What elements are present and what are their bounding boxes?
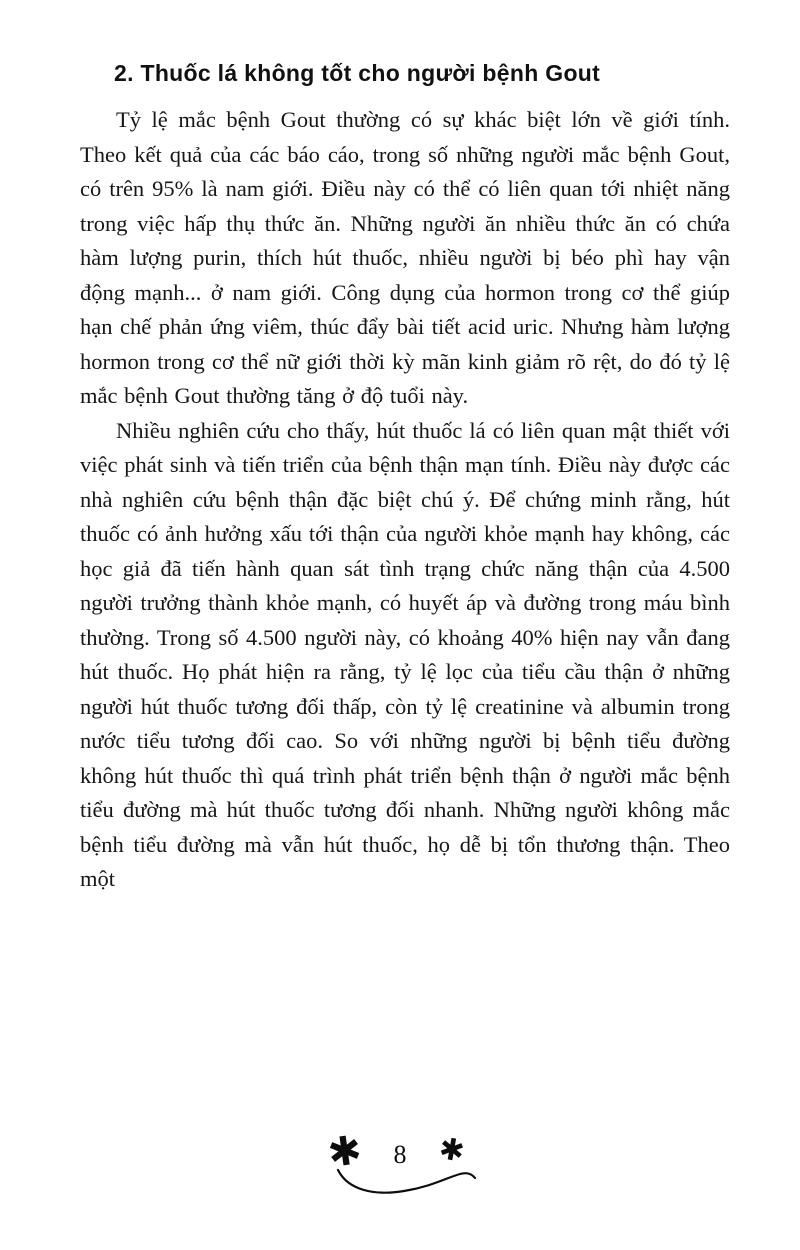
paragraph: Tỷ lệ mắc bệnh Gout thường có sự khác biệt lớn về giới tính. Theo kết quả của các báo cáo, trong số những người mắc bệnh Gout, có trên 95% là nam giới. Điều này có thể có liên quan tới nhiệt năng trong việc hấp thụ thức ăn. Những người ăn nhiều thức ăn có chứa hàm lượng purin, thích hút thuốc, nhiều người bị béo phì hay vận động mạnh... ở nam giới. Công dụng của hormon trong cơ thể giúp hạn chế phản ứng viêm, thúc đẩy bài tiết acid uric. Nhưng hàm lượng hormon trong cơ thể nữ giới thời kỳ mãn kinh giảm rõ rệt, do đó tỷ lệ mắc bệnh Gout thường tăng ở độ tuổi này.	[80, 107, 730, 408]
page-number: 8	[393, 1140, 407, 1169]
paragraph: Nhiều nghiên cứu cho thấy, hút thuốc lá có liên quan mật thiết với việc phát sinh và tiến triển của bệnh thận mạn tính. Điều này được các nhà nghiên cứu bệnh thận đặc biệt chú ý. Để chứng minh rằng, hút thuốc có ảnh hưởng xấu tới thận của người khỏe mạnh hay không, các học giả đã tiến hành quan sát tình trạng chức năng thận của 4.500 người trưởng thành khỏe mạnh, có huyết áp và đường trong máu bình thường. Trong số 4.500 người này, có khoảng 40% hiện nay vẫn đang hút thuốc. Họ phát hiện ra rằng, tỷ lệ lọc của tiểu cầu thận ở những người hút thuốc tương đối thấp, còn tỷ lệ creatinine và albumin trong nước tiểu tương đối cao. So với những người bị bệnh tiểu đường không hút thuốc thì quá trình phát triển bệnh thận ở người mắc bệnh tiểu đường mà hút thuốc tương đối nhanh. Những người không mắc bệnh tiểu đường mà vẫn hút thuốc, họ dễ bị tổn thương thận. Theo một	[80, 417, 730, 891]
footer-ornament-group	[310, 1126, 490, 1202]
underline-swoosh-icon	[330, 1164, 480, 1198]
asterisk-left-icon: ✱	[324, 1126, 365, 1178]
body-text	[80, 103, 730, 897]
asterisk-right-icon: ✱	[436, 1131, 467, 1170]
section-heading: 2. Thuốc lá không tốt cho người bệnh Gout	[114, 60, 601, 86]
page-footer	[0, 1126, 800, 1202]
